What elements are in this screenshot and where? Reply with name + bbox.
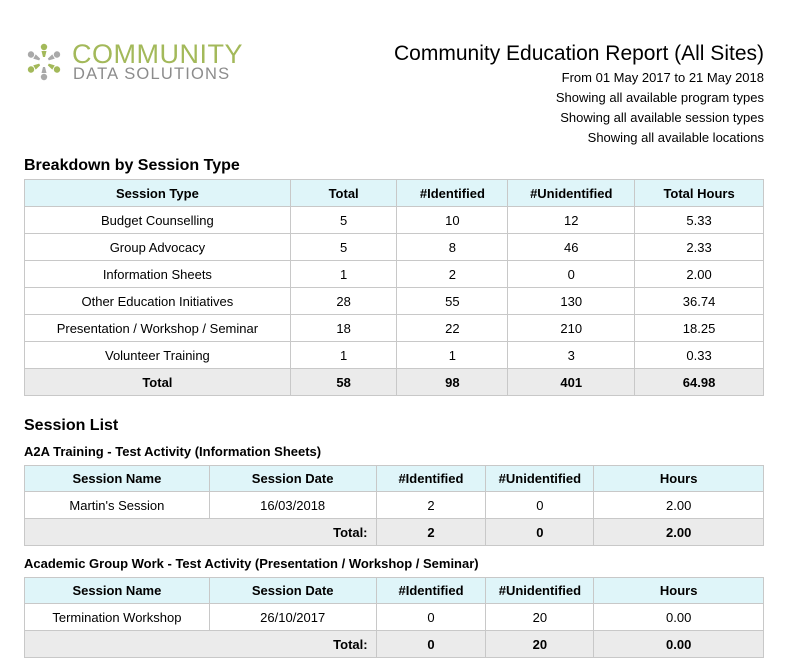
table-row	[25, 288, 764, 315]
column-header: #Unidentified	[486, 466, 594, 492]
report-title: Community Education Report (All Sites)	[394, 42, 764, 65]
identified-total: 0	[376, 631, 486, 658]
table-header-row	[25, 466, 764, 492]
total-cell: 1	[290, 261, 397, 288]
column-header: Session Name	[25, 578, 210, 604]
column-header: #Identified	[376, 578, 486, 604]
identified-cell: 55	[397, 288, 508, 315]
identified-cell: 2	[376, 492, 486, 519]
unidentified-total: 20	[486, 631, 594, 658]
total-label: Total:	[25, 631, 377, 658]
hours-cell: 36.74	[635, 288, 764, 315]
session-name-cell: Martin's Session	[25, 492, 210, 519]
breakdown-table	[24, 179, 764, 396]
identified-cell: 1	[397, 342, 508, 369]
session-list-title: Session List	[24, 417, 119, 434]
identified-cell: 10	[397, 207, 508, 234]
identified-cell: 22	[397, 315, 508, 342]
unidentified-cell: 12	[508, 207, 635, 234]
hours-cell: 0.00	[594, 604, 764, 631]
column-header: #Unidentified	[508, 180, 635, 207]
table-row	[25, 492, 764, 519]
total-label: Total	[25, 369, 291, 396]
unidentified-cell: 130	[508, 288, 635, 315]
total-cell: 1	[290, 342, 397, 369]
session-types-filter: Showing all available session types	[560, 110, 764, 125]
identified-cell: 8	[397, 234, 508, 261]
table-row	[25, 342, 764, 369]
hours-cell: 18.25	[635, 315, 764, 342]
session-date-cell: 26/10/2017	[209, 604, 376, 631]
identified-cell: 0	[376, 604, 486, 631]
unidentified-cell: 20	[486, 604, 594, 631]
column-header: #Identified	[397, 180, 508, 207]
session-group-title: Academic Group Work - Test Activity (Presentation / Workshop / Seminar)	[24, 556, 479, 571]
hours-cell: 2.33	[635, 234, 764, 261]
unidentified-cell: 210	[508, 315, 635, 342]
date-range: From 01 May 2017 to 21 May 2018	[561, 70, 764, 85]
locations-filter: Showing all available locations	[587, 130, 764, 145]
session-type-cell: Presentation / Workshop / Seminar	[25, 315, 291, 342]
unidentified-total: 0	[486, 519, 594, 546]
total-cell: 5	[290, 234, 397, 261]
breakdown-section-title: Breakdown by Session Type	[24, 157, 240, 174]
identified-total: 2	[376, 519, 486, 546]
session-type-cell: Information Sheets	[25, 261, 291, 288]
session-group-table	[24, 577, 764, 658]
table-row	[25, 604, 764, 631]
total-cell: 5	[290, 207, 397, 234]
unidentified-cell: 0	[508, 261, 635, 288]
table-row	[25, 234, 764, 261]
report-header	[394, 40, 764, 148]
unidentified-cell: 0	[486, 492, 594, 519]
community-logo-icon	[22, 40, 66, 84]
identified-total: 98	[397, 369, 508, 396]
unidentified-cell: 46	[508, 234, 635, 261]
column-header: Hours	[594, 578, 764, 604]
total-cell: 28	[290, 288, 397, 315]
hours-total: 64.98	[635, 369, 764, 396]
column-header: Total Hours	[635, 180, 764, 207]
total-cell: 18	[290, 315, 397, 342]
logo-wordmark-line2: DATA SOLUTIONS	[73, 65, 231, 83]
table-row	[25, 315, 764, 342]
unidentified-total: 401	[508, 369, 635, 396]
session-group-title: A2A Training - Test Activity (Information Sheets)	[24, 444, 322, 459]
company-logo	[22, 40, 242, 84]
session-group-table	[24, 465, 764, 546]
column-header: #Identified	[376, 466, 486, 492]
hours-cell: 2.00	[635, 261, 764, 288]
program-types-filter: Showing all available program types	[555, 90, 764, 105]
column-header: Session Name	[25, 466, 210, 492]
session-type-cell: Group Advocacy	[25, 234, 291, 261]
identified-cell: 2	[397, 261, 508, 288]
table-total-row	[25, 519, 764, 546]
session-type-cell: Volunteer Training	[25, 342, 291, 369]
total-label: Total:	[25, 519, 377, 546]
column-header: Session Date	[209, 578, 376, 604]
table-total-row	[25, 631, 764, 658]
hours-total: 2.00	[594, 519, 764, 546]
column-header: Hours	[594, 466, 764, 492]
total-cell: 58	[290, 369, 397, 396]
table-header-row	[25, 180, 764, 207]
logo-wordmark-line1: COMMUNITY	[72, 39, 243, 69]
hours-cell: 5.33	[635, 207, 764, 234]
table-total-row	[25, 369, 764, 396]
table-row	[25, 261, 764, 288]
column-header: #Unidentified	[486, 578, 594, 604]
column-header: Session Type	[25, 180, 291, 207]
table-header-row	[25, 578, 764, 604]
hours-cell: 0.33	[635, 342, 764, 369]
hours-cell: 2.00	[594, 492, 764, 519]
session-date-cell: 16/03/2018	[209, 492, 376, 519]
session-name-cell: Termination Workshop	[25, 604, 210, 631]
column-header: Total	[290, 180, 397, 207]
session-type-cell: Budget Counselling	[25, 207, 291, 234]
column-header: Session Date	[209, 466, 376, 492]
session-type-cell: Other Education Initiatives	[25, 288, 291, 315]
hours-total: 0.00	[594, 631, 764, 658]
table-row	[25, 207, 764, 234]
unidentified-cell: 3	[508, 342, 635, 369]
